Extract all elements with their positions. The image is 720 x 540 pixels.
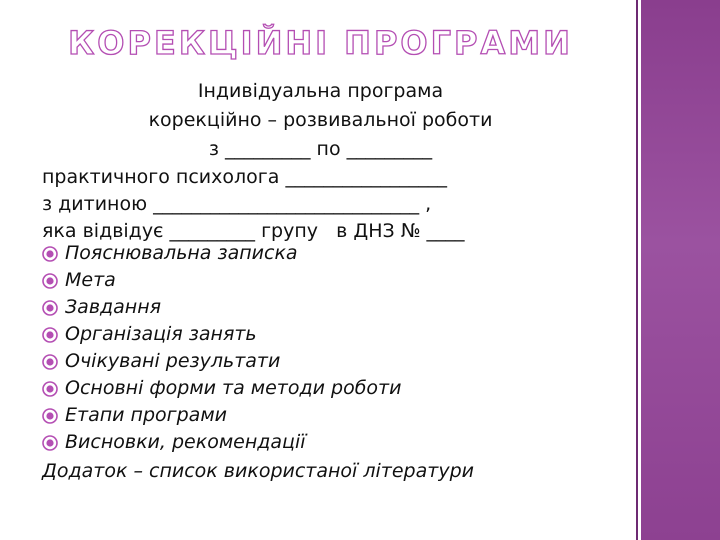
- list-item: [42, 429, 401, 456]
- heading-line-3: з _________ по _________: [208, 138, 433, 160]
- field-group: яка відвідує _________ групу в ДНЗ № ____: [42, 220, 465, 242]
- list-item-label: Пояснювальна записка: [65, 242, 298, 264]
- list-item-label: Основні форми та методи роботи: [65, 377, 402, 399]
- list-item-label: Очікувані результати: [65, 350, 281, 372]
- list-item: [42, 267, 401, 294]
- list-item-label: Етапи програми: [65, 404, 228, 426]
- bullet-list: [42, 240, 401, 456]
- list-item-label: Організація занять: [65, 323, 257, 345]
- list-item: [42, 402, 401, 429]
- heading-line-2: корекційно – розвивальної роботи: [148, 109, 493, 131]
- target-bullet-icon: [42, 327, 58, 343]
- target-bullet-icon: [42, 246, 58, 262]
- appendix-line: Додаток – список використаної літератури: [42, 460, 474, 482]
- target-bullet-icon: [42, 300, 58, 316]
- list-item-label: Мета: [65, 269, 116, 291]
- list-item-label: Висновки, рекомендації: [65, 431, 306, 453]
- target-bullet-icon: [42, 354, 58, 370]
- heading-line-1: Індивідуальна програма: [197, 80, 444, 102]
- list-item-label: Завдання: [65, 296, 162, 318]
- list-item: [42, 375, 401, 402]
- slide-title: КОРЕКЦІЙНІ ПРОГРАМИ: [68, 24, 573, 62]
- list-item: [42, 348, 401, 375]
- sidebar-decoration: [641, 0, 720, 540]
- list-item: [42, 321, 401, 348]
- list-item: [42, 240, 401, 267]
- target-bullet-icon: [42, 381, 58, 397]
- target-bullet-icon: [42, 273, 58, 289]
- target-bullet-icon: [42, 435, 58, 451]
- list-item: [42, 294, 401, 321]
- field-psychologist: практичного психолога _________________: [42, 166, 447, 188]
- field-child: з дитиною ____________________________ ,: [42, 193, 432, 215]
- target-bullet-icon: [42, 408, 58, 424]
